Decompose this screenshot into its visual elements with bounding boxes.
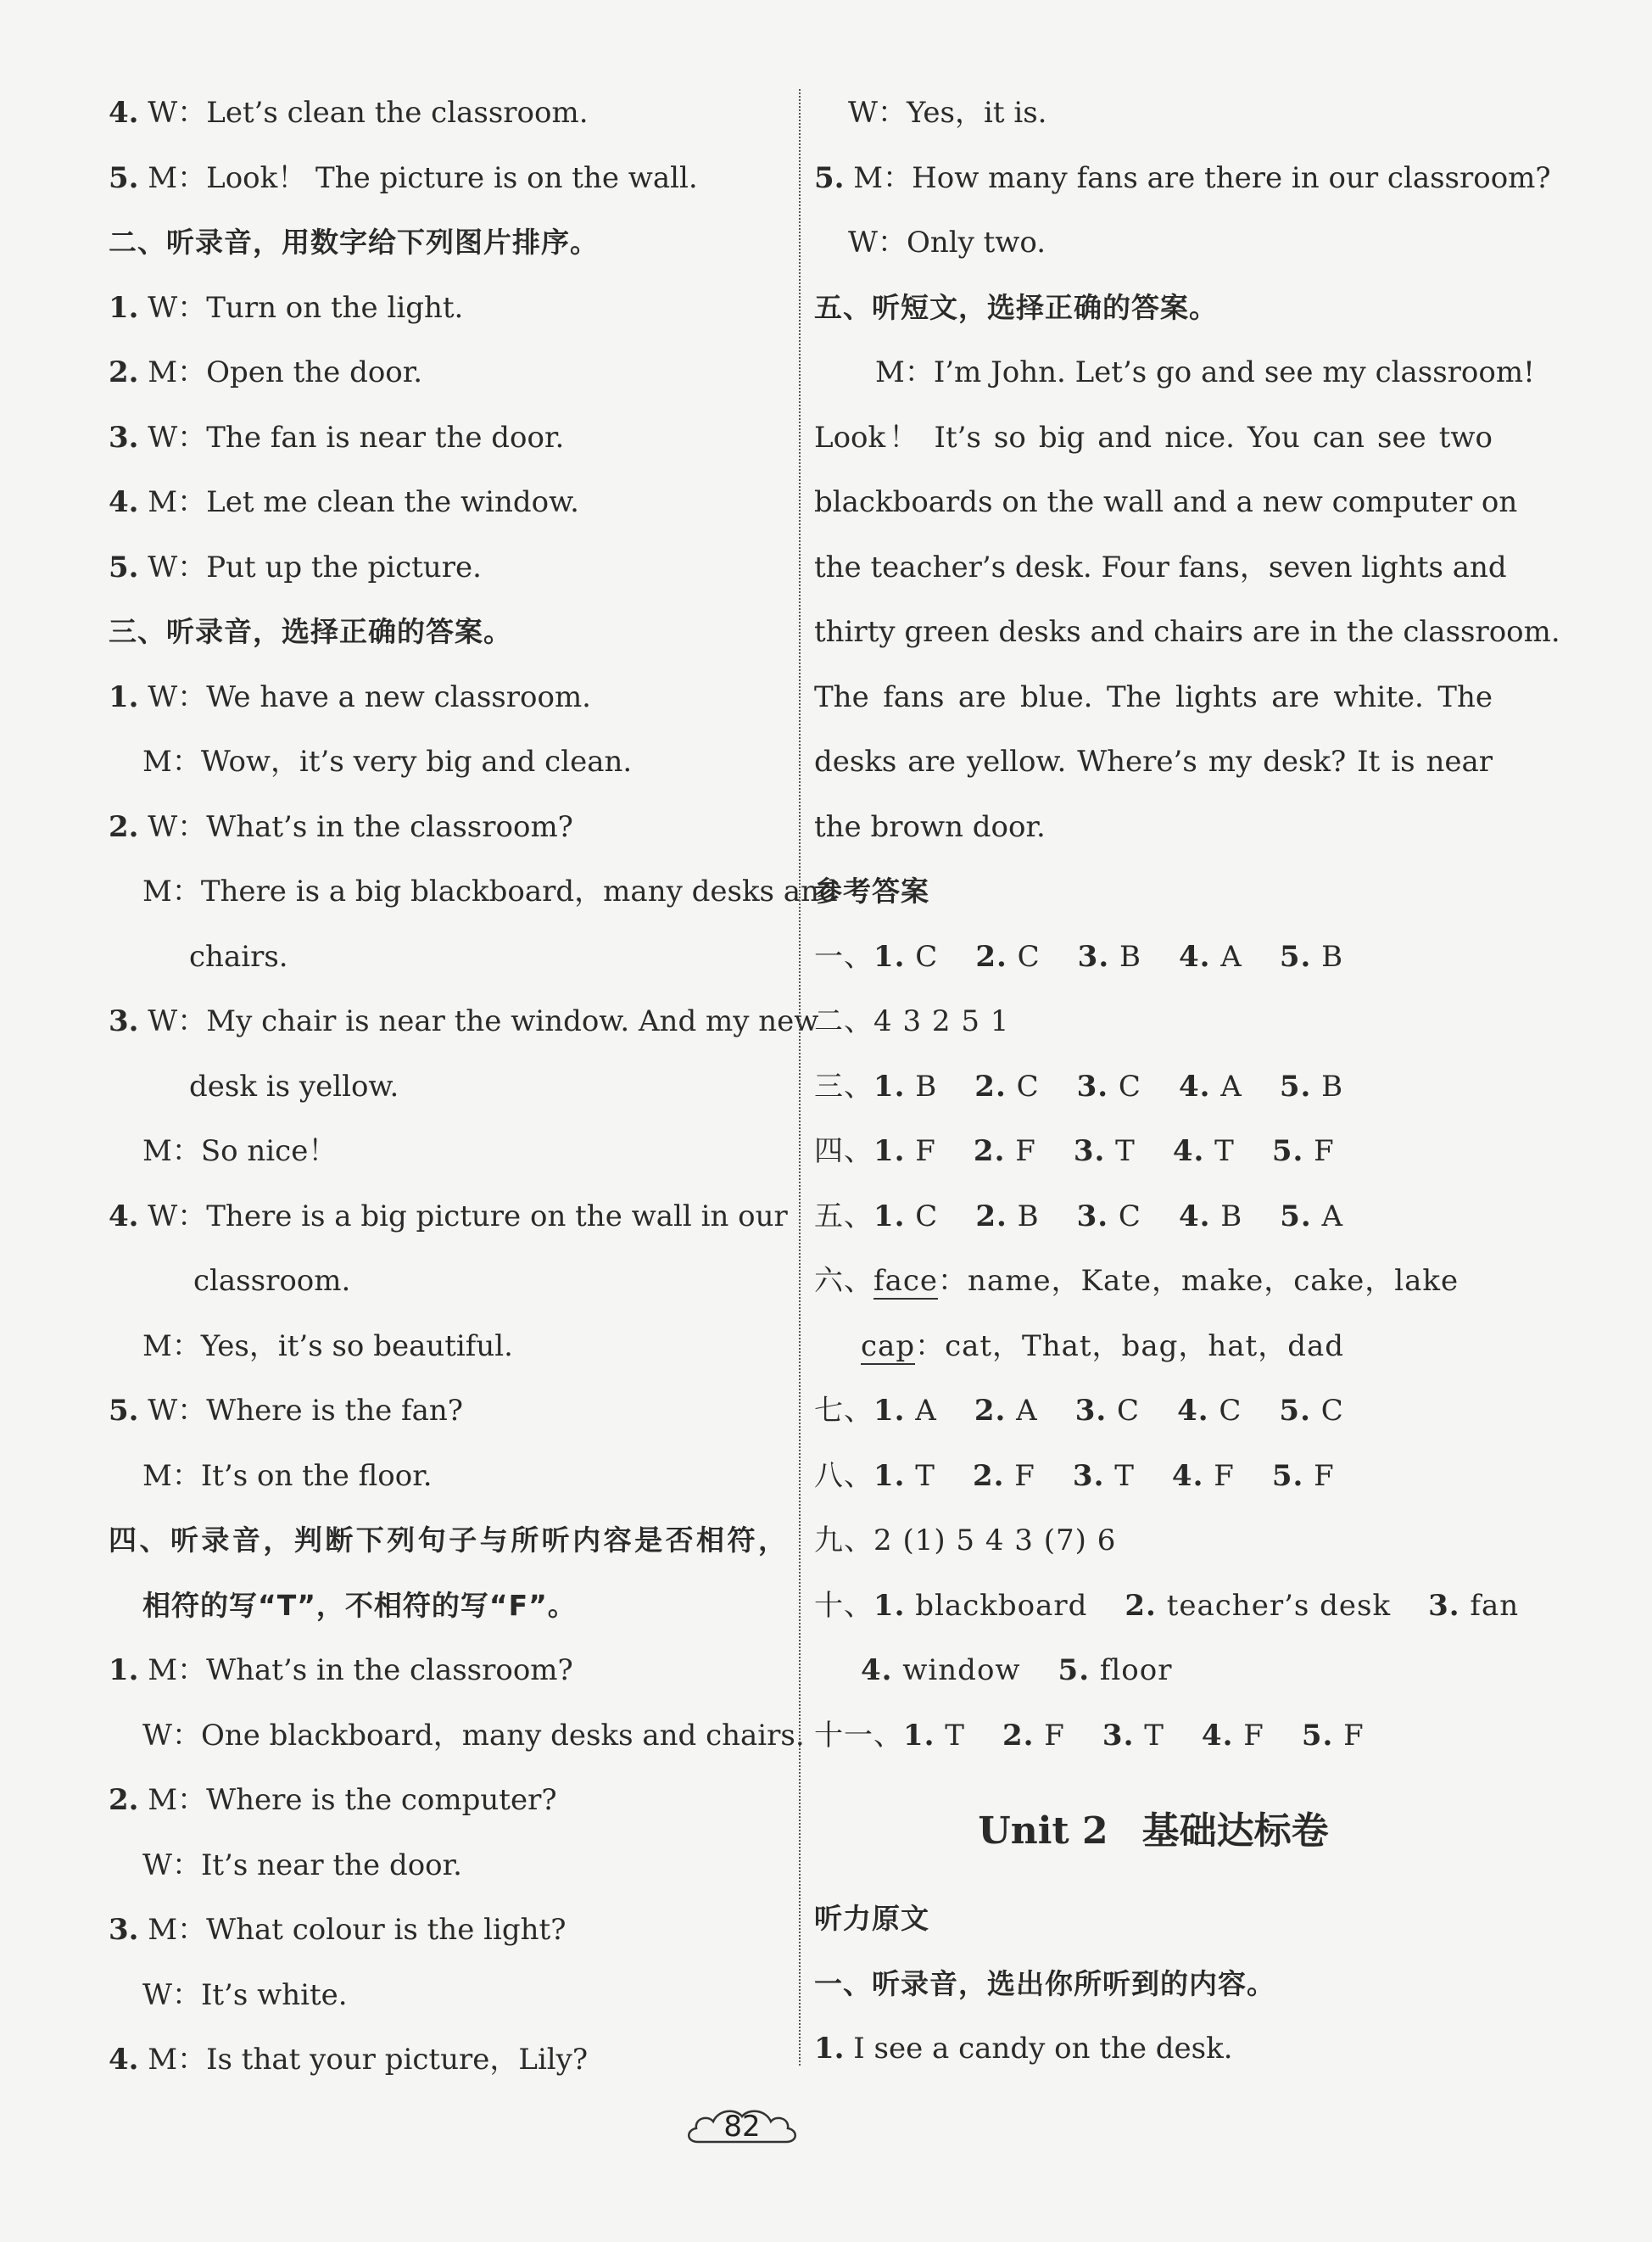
answer-label: 九、: [814, 1524, 873, 1557]
item-number: 1.: [109, 1653, 139, 1687]
answer-item: 4. window: [861, 1653, 1021, 1687]
item-text: W：There is a big picture on the wall in our: [138, 1199, 788, 1233]
column-divider: [799, 89, 801, 2066]
right-line: [814, 276, 1493, 341]
item-text: the brown door.: [814, 809, 1046, 844]
answer-row: [814, 1249, 1493, 1314]
answer-item: 3. T: [1072, 1458, 1135, 1493]
section-heading: 四、听录音，判断下列句子与所听内容是否相符，: [109, 1524, 787, 1557]
answer-item: 4. A: [1178, 1069, 1242, 1104]
item-number: 2.: [109, 355, 139, 389]
right-line: [814, 1887, 1493, 1952]
right-line: [814, 2016, 1493, 2082]
item-text: M：Look！ The picture is on the wall.: [138, 160, 698, 195]
answer-item: 5. A: [1280, 1199, 1344, 1233]
left-line: [109, 1249, 787, 1314]
answer-words: ：cat，That，bag，hat，dad: [915, 1328, 1344, 1363]
item-text: M：Yes，it’s so beautiful.: [142, 1328, 513, 1363]
answer-item: 2. F: [1002, 1718, 1065, 1753]
left-line: [109, 1898, 787, 1963]
left-line: [109, 1378, 787, 1444]
page-number: 82: [723, 2110, 761, 2144]
answer-row: [814, 1119, 1493, 1184]
answer-item: 4. F: [1171, 1458, 1235, 1493]
left-line: [109, 600, 787, 665]
unit-title: [814, 1768, 1493, 1878]
answer-item: 4. C: [1177, 1394, 1242, 1428]
item-number: 4.: [109, 2043, 139, 2077]
answer-row: [814, 1508, 1493, 1574]
left-line: [109, 1054, 787, 1120]
item-number: 2.: [109, 1783, 139, 1817]
answer-item: 2. F: [973, 1458, 1035, 1493]
right-line: [814, 859, 1493, 925]
item-text: M：I’m John. Let’s go and see my classroom!: [875, 355, 1535, 389]
answer-item: 5. B: [1279, 939, 1344, 974]
right-line: [814, 665, 1493, 730]
item-number: 5.: [109, 160, 139, 195]
right-line: [814, 470, 1518, 535]
item-text: M：It’s on the floor.: [142, 1458, 433, 1493]
unit-number: Unit 2: [978, 1809, 1108, 1853]
item-text: W：Let’s clean the classroom.: [138, 96, 589, 130]
item-text: desk is yellow.: [189, 1069, 399, 1104]
item-text: The fans are blue. The lights are white. The: [814, 679, 1493, 714]
item-text: Look！ It’s so big and nice. You can see two: [814, 420, 1493, 455]
right-line: [814, 146, 1551, 211]
left-line: [109, 81, 787, 146]
answer-item: 1. T: [903, 1718, 965, 1753]
left-line: [109, 795, 787, 860]
answer-row: [814, 989, 1493, 1054]
left-line: [109, 340, 787, 405]
item-text: W：What’s in the classroom?: [138, 809, 573, 844]
right-line: [814, 795, 1493, 860]
answer-label: 十、: [814, 1588, 873, 1623]
answer-label: 四、: [814, 1134, 873, 1168]
answer-item: 1. F: [873, 1134, 936, 1168]
item-text: M：Wow，it’s very big and clean.: [142, 745, 633, 779]
right-line: [814, 730, 1493, 795]
item-text: M：How many fans are there in our classroom?: [844, 160, 1551, 195]
left-line: [109, 405, 787, 471]
item-text: blackboards on the wall and a new computer on: [814, 485, 1518, 519]
answer-item: 1. blackboard: [873, 1588, 1088, 1623]
right-line: [814, 81, 1493, 146]
item-text: M：Let me clean the window.: [138, 485, 579, 519]
answer-item: 3. C: [1076, 1199, 1141, 1233]
item-number: 4.: [109, 485, 139, 519]
answer-label: 五、: [814, 1199, 873, 1233]
answer-row: [814, 1703, 1493, 1769]
section-heading: 三、听录音，选择正确的答案。: [109, 615, 512, 648]
item-number: 2.: [109, 809, 139, 844]
answer-plain: 4 3 2 5 1: [873, 1004, 1010, 1038]
item-number: 1.: [814, 2032, 845, 2066]
item-number: 1.: [109, 679, 139, 714]
answer-label: 三、: [814, 1069, 873, 1104]
answer-label: 八、: [814, 1458, 873, 1493]
left-line: [109, 535, 787, 601]
right-line: [814, 405, 1493, 471]
left-line: [109, 1314, 787, 1379]
left-line: [109, 210, 787, 276]
item-text: W：We have a new classroom.: [138, 679, 591, 714]
left-line: [109, 1508, 787, 1574]
section-heading: 参考答案: [814, 875, 929, 908]
section-heading: 五、听短文，选择正确的答案。: [814, 290, 1218, 324]
left-line: [109, 989, 819, 1054]
left-line: [109, 1574, 787, 1639]
item-text: W：Only two.: [848, 226, 1046, 260]
answer-item: 2. C: [975, 939, 1041, 974]
left-line: [109, 1444, 787, 1509]
answer-item: 3. C: [1076, 1069, 1141, 1104]
answer-label: 二、: [814, 1004, 873, 1038]
answer-item: 3. C: [1074, 1394, 1141, 1428]
item-text: M：There is a big blackboard，many desks and: [142, 875, 838, 909]
right-line: [814, 600, 1560, 665]
answer-item: 1. B: [873, 1069, 938, 1104]
answer-item: 1. C: [873, 939, 939, 974]
answer-key-word: cap: [861, 1328, 916, 1363]
answer-item: 2. A: [974, 1394, 1038, 1428]
left-line: [109, 1703, 805, 1769]
right-line: [814, 210, 1493, 276]
answer-row: [814, 1638, 1493, 1703]
answer-row: [814, 1184, 1493, 1250]
answer-label: 一、: [814, 939, 873, 974]
item-text: chairs.: [189, 939, 288, 974]
section-heading: 听力原文: [814, 1902, 929, 1935]
answer-label: 六、: [814, 1264, 873, 1298]
left-line: [109, 859, 838, 925]
left-line: [109, 1184, 787, 1250]
item-text: W：Yes，it is.: [848, 96, 1047, 130]
section-heading: 相符的写“T”，不相符的写“F”。: [142, 1588, 577, 1622]
answer-item: 2. F: [973, 1134, 1036, 1168]
item-number: 5.: [109, 550, 139, 584]
answer-item: 3. T: [1102, 1718, 1164, 1753]
answer-item: 1. A: [873, 1394, 937, 1428]
item-text: W：It’s near the door.: [142, 1848, 462, 1882]
unit-name: 基础达标卷: [1141, 1809, 1329, 1853]
answer-item: 2. teacher’s desk: [1125, 1588, 1392, 1623]
item-number: 4.: [109, 96, 139, 130]
item-text: M：Is that your picture，Lily?: [138, 2043, 589, 2077]
left-line: [109, 1963, 787, 2028]
item-text: classroom.: [193, 1264, 351, 1298]
answer-item: 4. T: [1172, 1134, 1235, 1168]
item-text: M：So nice！: [142, 1134, 338, 1168]
answer-item: 2. C: [974, 1069, 1040, 1104]
left-line: [109, 665, 787, 730]
item-text: I see a candy on the desk.: [844, 2032, 1233, 2066]
answer-item: 3. T: [1073, 1134, 1136, 1168]
answer-row: [814, 1444, 1493, 1509]
answer-plain: 2 (1) 5 4 3 (7) 6: [873, 1524, 1117, 1557]
answer-item: 2. B: [975, 1199, 1040, 1233]
item-text: M：What colour is the light?: [138, 1913, 566, 1947]
answer-key-word: face: [873, 1264, 939, 1298]
answer-item: 5. F: [1271, 1134, 1335, 1168]
item-number: 3.: [109, 1913, 139, 1947]
right-line: [814, 1952, 1493, 2017]
answer-item: 1. T: [873, 1458, 935, 1493]
answer-item: 1. C: [873, 1199, 939, 1233]
item-text: M：What’s in the classroom?: [138, 1653, 573, 1687]
item-number: 1.: [109, 290, 139, 325]
left-line: [109, 1768, 787, 1833]
answer-item: 3. fan: [1428, 1588, 1520, 1623]
item-text: W：The fan is near the door.: [138, 420, 565, 455]
answer-item: 4. F: [1201, 1718, 1264, 1753]
item-text: M：Where is the computer?: [138, 1783, 557, 1817]
item-text: M：Open the door.: [138, 355, 423, 389]
answer-item: 4. B: [1178, 1199, 1243, 1233]
answer-row: [814, 1314, 1493, 1379]
item-text: desks are yellow. Where’s my desk? It is near: [814, 745, 1493, 779]
answer-item: 5. floor: [1058, 1653, 1173, 1687]
answer-words: ：name，Kate，make，cake，lake: [938, 1264, 1459, 1298]
left-line: [109, 1833, 787, 1898]
item-text: W：One blackboard，many desks and chairs.: [142, 1718, 805, 1753]
section-heading: 二、听录音，用数字给下列图片排序。: [109, 226, 599, 259]
answer-item: 5. B: [1279, 1069, 1344, 1104]
answer-row: [814, 925, 1493, 990]
item-text: W：Put up the picture.: [138, 550, 482, 584]
item-number: 3.: [109, 420, 139, 455]
left-line: [109, 470, 787, 535]
item-text: W：My chair is near the window. And my new: [138, 1004, 819, 1038]
item-text: W：Turn on the light.: [138, 290, 464, 325]
right-line: [814, 340, 1535, 405]
item-number: 5.: [814, 160, 845, 195]
answer-item: 5. C: [1279, 1394, 1344, 1428]
left-line: [109, 1638, 787, 1703]
answer-item: 5. F: [1271, 1458, 1335, 1493]
left-column: [109, 81, 838, 2093]
right-column: [814, 81, 1560, 2082]
left-line: [109, 730, 787, 795]
answer-row: [814, 1054, 1493, 1120]
item-text: thirty green desks and chairs are in the classroom.: [814, 615, 1560, 649]
item-number: 5.: [109, 1394, 139, 1428]
section-heading: 一、听录音，选出你所听到的内容。: [814, 1966, 1275, 2000]
right-line: [814, 535, 1507, 601]
left-line: [109, 146, 787, 211]
left-line: [109, 1119, 787, 1184]
left-line: [109, 2027, 787, 2093]
answer-row: [814, 1574, 1520, 1639]
page-number-badge: [683, 2101, 801, 2152]
answer-label: 七、: [814, 1394, 873, 1428]
item-text: the teacher’s desk. Four fans，seven lights and: [814, 550, 1507, 584]
answer-row: [814, 1378, 1493, 1444]
item-number: 3.: [109, 1004, 139, 1038]
left-line: [109, 276, 787, 341]
item-text: W：It’s white.: [142, 1977, 348, 2012]
answer-label: 十一、: [814, 1718, 903, 1753]
item-text: W：Where is the fan?: [138, 1394, 463, 1428]
answer-item: 4. A: [1178, 939, 1242, 974]
answer-item: 3. B: [1077, 939, 1141, 974]
left-line: [109, 925, 787, 990]
answer-item: 5. F: [1301, 1718, 1365, 1753]
item-number: 4.: [109, 1199, 139, 1233]
